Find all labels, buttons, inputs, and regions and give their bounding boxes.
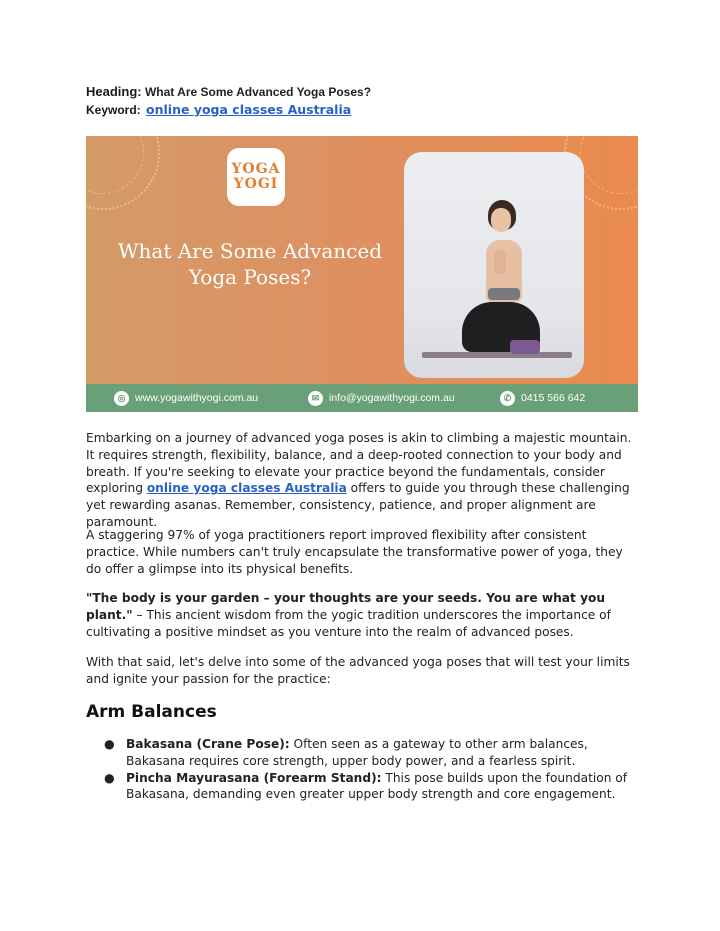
photo-face bbox=[491, 208, 511, 232]
keyword-meta bbox=[86, 102, 351, 117]
website-contact bbox=[114, 391, 258, 406]
bullet-icon: ● bbox=[104, 737, 115, 751]
yoga-mat bbox=[422, 352, 572, 358]
pose-description: Often seen as a gateway to other arm balances, Bakasana requires core strength, upper body power, and a fearless spirit. bbox=[126, 737, 588, 768]
phone-icon: ✆ bbox=[500, 391, 515, 406]
section-heading: Arm Balances bbox=[86, 702, 217, 722]
photo-hands bbox=[494, 250, 506, 274]
logo-text-top: YOGA bbox=[231, 161, 281, 177]
photo-top bbox=[488, 288, 520, 300]
pose-description: This pose builds upon the foundation of Bakasana, demanding even greater upper body strength and core engagement. bbox=[126, 770, 628, 802]
transition-paragraph: With that said, let's delve into some of the advanced yoga poses that will test your limits and ignite your passion for the practice: bbox=[86, 655, 630, 686]
statistic-paragraph: A staggering 97% of yoga practitioners report improved flexibility after consistent practice. While numbers can't truly encapsulate the transformative power of yoga, they do offer a glimpse into its physical benefits. bbox=[86, 528, 623, 576]
pose-term: Pincha Mayurasana (Forearm Stand): bbox=[126, 770, 382, 785]
logo-text-bottom: YOGI bbox=[233, 176, 279, 192]
heading-label: Heading: bbox=[86, 84, 142, 99]
yoga-pose-photo bbox=[404, 152, 584, 378]
website-text: www.yogawithyogi.com.au bbox=[135, 392, 259, 404]
mail-icon: ✉ bbox=[308, 391, 323, 406]
list-item bbox=[86, 770, 638, 804]
pose-list bbox=[86, 736, 638, 803]
mandala-decoration-icon bbox=[86, 136, 160, 210]
banner-title: What Are Some Advanced Yoga Poses? bbox=[117, 239, 383, 289]
heading-meta bbox=[86, 84, 371, 99]
globe-icon: ◎ bbox=[114, 391, 129, 406]
quote-explanation: – This ancient wisdom from the yogic tradition underscores the importance of cultivating a positive mindset as you venture into the realm of advanced poses. bbox=[86, 607, 611, 639]
bullet-icon: ● bbox=[104, 770, 115, 785]
phone-contact bbox=[500, 391, 585, 406]
pose-term: Bakasana (Crane Pose): bbox=[126, 737, 290, 751]
phone-text: 0415 566 642 bbox=[521, 392, 586, 404]
yoga-block bbox=[510, 340, 540, 354]
intro-text: Embarking on a journey of advanced yoga poses is akin to climbing a majestic mountain. It requires strength, flexibility, balance, and a deep-rooted connection to your body and breath. If you're seeking to elevate your practice beyond the fundamentals, consider exploring bbox=[86, 431, 632, 496]
heading-value: What Are Some Advanced Yoga Poses? bbox=[144, 85, 372, 99]
banner-contact-bar bbox=[86, 384, 638, 412]
list-item bbox=[86, 736, 638, 770]
yoga-with-yogi-logo bbox=[227, 148, 285, 206]
hero-banner-image bbox=[86, 136, 638, 412]
keyword-link[interactable]: online yoga classes Australia bbox=[146, 102, 352, 117]
email-contact bbox=[308, 391, 455, 406]
intro-text-end: offers to guide you through these challenging yet rewarding asanas. Remember, consistency, patience, and proper alignment are paramount. bbox=[86, 481, 630, 529]
email-text: info@yogawithyogi.com.au bbox=[329, 392, 455, 404]
keyword-inline-link[interactable]: online yoga classes Australia bbox=[146, 481, 347, 496]
quote-paragraph bbox=[86, 590, 638, 640]
intro-paragraph bbox=[86, 430, 638, 531]
quote-text: "The body is your garden – your thoughts are your seeds. You are what you plant." bbox=[86, 591, 606, 622]
keyword-label: Keyword: bbox=[86, 103, 141, 117]
